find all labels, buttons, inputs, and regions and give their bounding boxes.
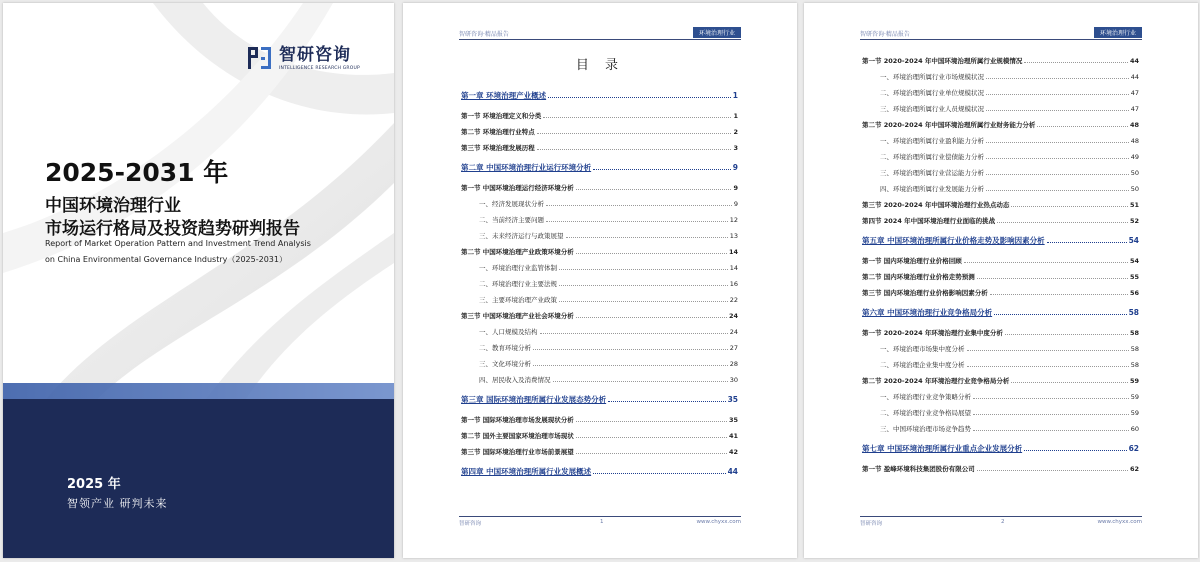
toc-item-row[interactable] bbox=[862, 101, 1139, 117]
toc-page-number: 55 bbox=[1129, 273, 1139, 281]
toc-page-number: 51 bbox=[1129, 201, 1139, 209]
toc-page-number: 22 bbox=[729, 296, 738, 304]
toc-dot-leader bbox=[576, 445, 727, 454]
footer-website: www.chyxx.com bbox=[1097, 519, 1142, 525]
toc-item-row[interactable] bbox=[461, 228, 738, 244]
toc-page-number: 44 bbox=[1130, 73, 1139, 81]
toc-item-row[interactable] bbox=[862, 341, 1139, 357]
toc-section-row[interactable] bbox=[862, 197, 1139, 213]
logo-english-text: INTELLIGENCE RESEARCH GROUP bbox=[279, 65, 360, 71]
toc-dot-leader bbox=[1011, 374, 1128, 383]
toc-section-row[interactable] bbox=[461, 180, 738, 196]
toc-entry-label: 第二节 国内环境治理行业价格走势预测 bbox=[862, 273, 975, 281]
toc-entry-label: 第四节 2024 年中国环境治理行业面临的挑战 bbox=[862, 217, 996, 225]
toc-page-number: 58 bbox=[1129, 329, 1139, 337]
toc-item-row[interactable] bbox=[862, 181, 1139, 197]
header-industry-tag: 环境治理行业 bbox=[693, 27, 741, 38]
toc-page-number: 1 bbox=[733, 112, 738, 120]
toc-page-number: 58 bbox=[1128, 308, 1139, 317]
toc-page-number: 49 bbox=[1130, 153, 1139, 161]
toc-entry-label: 三、文化环境分析 bbox=[479, 360, 531, 368]
page-footer bbox=[860, 516, 1142, 528]
toc-dot-leader bbox=[1024, 442, 1126, 451]
toc-dot-leader bbox=[967, 358, 1129, 367]
toc-entry-label: 三、主要环境治理产业政策 bbox=[479, 296, 557, 304]
toc-item-row[interactable] bbox=[461, 212, 738, 228]
toc-dot-leader bbox=[546, 213, 728, 222]
page-header bbox=[860, 28, 1142, 40]
toc-entry-label: 三、中国环境治理市场竞争趋势 bbox=[880, 425, 971, 433]
toc-item-row[interactable] bbox=[862, 405, 1139, 421]
toc-page-number: 9 bbox=[732, 163, 738, 172]
cover-english-subtitle-line-2: on China Environmental Governance Industry（2025-2031） bbox=[45, 255, 287, 264]
toc-entry-label: 第一节 中国环境治理运行经济环境分析 bbox=[461, 184, 574, 192]
toc-page-number: 48 bbox=[1130, 137, 1139, 145]
toc-dot-leader bbox=[608, 393, 725, 402]
footer-page-number: 2 bbox=[1001, 519, 1005, 525]
toc-section-row[interactable] bbox=[862, 269, 1139, 285]
toc-entry-label: 二、环境治理行业主要法规 bbox=[479, 280, 557, 288]
toc-entry-label: 二、环境治理所属行业偿债能力分析 bbox=[880, 153, 984, 161]
toc-item-row[interactable] bbox=[461, 260, 738, 276]
toc-page-number: 60 bbox=[1130, 425, 1139, 433]
toc-page-2 bbox=[804, 3, 1198, 558]
toc-item-row[interactable] bbox=[461, 340, 738, 356]
toc-dot-leader bbox=[533, 341, 728, 350]
toc-dot-leader bbox=[986, 182, 1129, 191]
toc-page-number: 50 bbox=[1130, 169, 1139, 177]
toc-entry-label: 一、环境治理所属行业市场规模状况 bbox=[880, 73, 984, 81]
toc-page-number: 35 bbox=[728, 416, 738, 424]
toc-section-row[interactable] bbox=[862, 213, 1139, 229]
toc-dot-leader bbox=[576, 429, 727, 438]
toc-page-number: 42 bbox=[728, 448, 738, 456]
toc-entry-label: 三、环境治理所属行业营运能力分析 bbox=[880, 169, 984, 177]
toc-entry-label: 一、环境治理行业监管体制 bbox=[479, 264, 557, 272]
toc-page-number: 14 bbox=[728, 248, 738, 256]
header-brand-text: 智研咨询·精品报告 bbox=[860, 31, 910, 38]
toc-section-row[interactable] bbox=[461, 444, 738, 460]
toc-page-number: 3 bbox=[733, 144, 738, 152]
toc-dot-leader bbox=[576, 245, 727, 254]
toc-entry-label: 二、环境治理企业集中度分析 bbox=[880, 361, 965, 369]
toc-entry-label: 第二节 2020-2024 年中国环境治理所属行业财务能力分析 bbox=[862, 121, 1036, 129]
toc-chapter-row[interactable] bbox=[862, 229, 1139, 253]
toc-section-row[interactable] bbox=[862, 461, 1139, 477]
toc-item-row[interactable] bbox=[862, 149, 1139, 165]
toc-entry-label: 第三章 国际环境治理所属行业发展态势分析 bbox=[461, 395, 607, 404]
toc-dot-leader bbox=[537, 125, 732, 134]
toc-dot-leader bbox=[964, 254, 1128, 263]
toc-dot-leader bbox=[559, 277, 728, 286]
toc-page-number: 62 bbox=[1128, 444, 1139, 453]
toc-section-row[interactable] bbox=[461, 412, 738, 428]
toc-entry-label: 第五章 中国环境治理所属行业价格走势及影响因素分析 bbox=[862, 236, 1045, 245]
toc-page-number: 14 bbox=[729, 264, 738, 272]
toc-item-row[interactable] bbox=[862, 133, 1139, 149]
cover-year-range: 2025-2031 年 bbox=[45, 158, 229, 187]
toc-page-number: 50 bbox=[1130, 185, 1139, 193]
toc-page-number: 47 bbox=[1130, 105, 1139, 113]
toc-page-number: 56 bbox=[1129, 289, 1139, 297]
logo-chinese-text: 智研咨询 bbox=[279, 44, 351, 65]
toc-entry-label: 三、未来经济运行与政策展望 bbox=[479, 232, 564, 240]
toc-dot-leader bbox=[973, 422, 1129, 431]
toc-dot-leader bbox=[997, 214, 1128, 223]
toc-page-number: 54 bbox=[1128, 236, 1139, 245]
toc-dot-leader bbox=[576, 309, 727, 318]
toc-item-row[interactable] bbox=[862, 357, 1139, 373]
toc-entry-label: 第二节 环境治理行业特点 bbox=[461, 128, 535, 136]
toc-dot-leader bbox=[576, 413, 727, 422]
toc-entry-label: 第七章 中国环境治理所属行业重点企业发展分析 bbox=[862, 444, 1023, 453]
toc-entry-label: 三、环境治理所属行业人员规模状况 bbox=[880, 105, 984, 113]
toc-section-row[interactable] bbox=[461, 244, 738, 260]
toc-entry-label: 第二章 中国环境治理行业运行环境分析 bbox=[461, 163, 592, 172]
report-cover bbox=[3, 3, 394, 558]
toc-item-row[interactable] bbox=[461, 372, 738, 388]
toc-section-row[interactable] bbox=[461, 108, 738, 124]
toc-dot-leader bbox=[559, 261, 728, 270]
toc-page-number: 47 bbox=[1130, 89, 1139, 97]
cover-slogan: 智领产业 研判未来 bbox=[67, 497, 168, 510]
toc-dot-leader bbox=[576, 181, 732, 190]
toc-entry-label: 一、人口规模及结构 bbox=[479, 328, 538, 336]
toc-dot-leader bbox=[1024, 54, 1128, 63]
toc-page-number: 59 bbox=[1130, 409, 1139, 417]
toc-page-1 bbox=[403, 3, 797, 558]
toc-dot-leader bbox=[1005, 326, 1128, 335]
logo-mark-icon bbox=[246, 44, 274, 72]
toc-entry-label: 第二节 国外主要国家环境治理市场现状 bbox=[461, 432, 574, 440]
toc-item-row[interactable] bbox=[461, 292, 738, 308]
toc-entry-label: 一、环境治理所属行业盈利能力分析 bbox=[880, 137, 984, 145]
toc-entry-label: 第二节 2020-2024 年环境治理行业竞争格局分析 bbox=[862, 377, 1010, 385]
toc-page-number: 24 bbox=[728, 312, 738, 320]
footer-page-number: 1 bbox=[600, 519, 604, 525]
toc-chapter-row[interactable] bbox=[461, 84, 738, 108]
toc-item-row[interactable] bbox=[862, 421, 1139, 437]
toc-entry-label: 一、环境治理市场集中度分析 bbox=[880, 345, 965, 353]
toc-entry-label: 二、教育环境分析 bbox=[479, 344, 531, 352]
toc-item-row[interactable] bbox=[862, 85, 1139, 101]
toc-dot-leader bbox=[543, 109, 731, 118]
toc-dot-leader bbox=[977, 270, 1128, 279]
toc-page-number: 48 bbox=[1129, 121, 1139, 129]
page-footer bbox=[459, 516, 741, 528]
footer-brand-text: 智研咨询 bbox=[459, 521, 482, 527]
toc-entry-label: 第一节 国内环境治理行业价格回顾 bbox=[862, 257, 962, 265]
toc-section-row[interactable] bbox=[461, 428, 738, 444]
toc-item-row[interactable] bbox=[862, 389, 1139, 405]
toc-entry-label: 第一章 环境治理产业概述 bbox=[461, 91, 547, 100]
page-header bbox=[459, 28, 741, 40]
toc-page-number: 41 bbox=[728, 432, 738, 440]
toc-page-number: 58 bbox=[1130, 361, 1139, 369]
toc-chapter-row[interactable] bbox=[461, 460, 738, 484]
toc-entry-label: 第一节 国际环境治理市场发展现状分析 bbox=[461, 416, 574, 424]
toc-dot-leader bbox=[973, 406, 1129, 415]
toc-entry-label: 第二节 中国环境治理产业政策环境分析 bbox=[461, 248, 574, 256]
toc-page-number: 28 bbox=[729, 360, 738, 368]
toc-dot-leader bbox=[548, 89, 731, 98]
toc-dot-leader bbox=[990, 286, 1128, 295]
toc-dot-leader bbox=[994, 306, 1126, 315]
toc-entry-label: 一、环境治理行业竞争策略分析 bbox=[880, 393, 971, 401]
toc-dot-leader bbox=[537, 141, 732, 150]
toc-page-number: 27 bbox=[729, 344, 738, 352]
toc-entry-label: 四、环境治理所属行业发展能力分析 bbox=[880, 185, 984, 193]
toc-entry-label: 一、经济发展现状分析 bbox=[479, 200, 544, 208]
toc-page-number: 13 bbox=[729, 232, 738, 240]
toc-entry-label: 第一节 2020-2024 年环境治理行业集中度分析 bbox=[862, 329, 1003, 337]
toc-section-row[interactable] bbox=[461, 124, 738, 140]
toc-page-number: 24 bbox=[729, 328, 738, 336]
toc-entry-label: 二、当前经济主要问题 bbox=[479, 216, 544, 224]
toc-page-number: 16 bbox=[729, 280, 738, 288]
cover-publication-year: 2025 年 bbox=[67, 477, 121, 492]
toc-entry-label: 第三节 环境治理发展历程 bbox=[461, 144, 535, 152]
footer-brand-text: 智研咨询 bbox=[860, 521, 883, 527]
toc-entry-label: 第三节 国际环境治理行业市场前景展望 bbox=[461, 448, 574, 456]
toc-page-number: 62 bbox=[1129, 465, 1139, 473]
toc-item-row[interactable] bbox=[461, 276, 738, 292]
toc-dot-leader bbox=[986, 134, 1129, 143]
toc-dot-leader bbox=[533, 357, 728, 366]
company-logo bbox=[246, 44, 360, 72]
toc-page-number: 9 bbox=[733, 200, 738, 208]
toc-section-row[interactable] bbox=[862, 285, 1139, 301]
toc-chapter-row[interactable] bbox=[862, 437, 1139, 461]
toc-dot-leader bbox=[1011, 198, 1128, 207]
toc-page-number: 2 bbox=[733, 128, 738, 136]
toc-section-row[interactable] bbox=[461, 140, 738, 156]
toc-entry-label: 二、环境治理所属行业单位规模状况 bbox=[880, 89, 984, 97]
toc-dot-leader bbox=[593, 465, 725, 474]
toc-dot-leader bbox=[553, 373, 728, 382]
toc-dot-leader bbox=[986, 86, 1129, 95]
toc-dot-leader bbox=[977, 462, 1128, 471]
toc-dot-leader bbox=[986, 102, 1129, 111]
toc-dot-leader bbox=[546, 197, 732, 206]
toc-page-number: 52 bbox=[1129, 217, 1139, 225]
footer-website: www.chyxx.com bbox=[696, 519, 741, 525]
toc-section-row[interactable] bbox=[862, 117, 1139, 133]
header-industry-tag: 环境治理行业 bbox=[1094, 27, 1142, 38]
toc-chapter-row[interactable] bbox=[461, 388, 738, 412]
toc-dot-leader bbox=[559, 293, 728, 302]
toc-list bbox=[862, 53, 1139, 477]
toc-dot-leader bbox=[566, 229, 728, 238]
toc-item-row[interactable] bbox=[461, 356, 738, 372]
toc-section-row[interactable] bbox=[461, 308, 738, 324]
toc-page-number: 1 bbox=[732, 91, 738, 100]
toc-title: 目 录 bbox=[575, 58, 625, 73]
toc-dot-leader bbox=[540, 325, 728, 334]
toc-page-number: 54 bbox=[1129, 257, 1139, 265]
toc-entry-label: 第三节 中国环境治理产业社会环境分析 bbox=[461, 312, 574, 320]
cover-title-line-1: 中国环境治理行业 bbox=[45, 196, 181, 216]
toc-dot-leader bbox=[593, 161, 731, 170]
toc-dot-leader bbox=[973, 390, 1129, 399]
toc-item-row[interactable] bbox=[461, 196, 738, 212]
toc-dot-leader bbox=[1037, 118, 1128, 127]
toc-section-row[interactable] bbox=[862, 53, 1139, 69]
toc-page-number: 30 bbox=[729, 376, 738, 384]
cover-english-subtitle-line-1: Report of Market Operation Pattern and Investment Trend Analysis bbox=[45, 239, 311, 248]
cover-navy-band bbox=[3, 399, 394, 558]
toc-entry-label: 第三节 国内环境治理行业价格影响因素分析 bbox=[862, 289, 988, 297]
toc-section-row[interactable] bbox=[862, 325, 1139, 341]
toc-entry-label: 第六章 中国环境治理行业竞争格局分析 bbox=[862, 308, 993, 317]
toc-dot-leader bbox=[967, 342, 1129, 351]
toc-item-row[interactable] bbox=[862, 165, 1139, 181]
toc-dot-leader bbox=[986, 166, 1129, 175]
toc-list bbox=[461, 84, 738, 484]
toc-dot-leader bbox=[986, 70, 1129, 79]
toc-entry-label: 二、环境治理行业竞争格局展望 bbox=[880, 409, 971, 417]
toc-entry-label: 第一节 环境治理定义和分类 bbox=[461, 112, 542, 120]
toc-entry-label: 第一节 2020-2024 年中国环境治理所属行业规模情况 bbox=[862, 57, 1023, 65]
toc-page-number: 12 bbox=[729, 216, 738, 224]
toc-section-row[interactable] bbox=[862, 373, 1139, 389]
toc-page-number: 44 bbox=[727, 467, 738, 476]
toc-entry-label: 第一节 盈峰环境科技集团股份有限公司 bbox=[862, 465, 975, 473]
toc-page-number: 35 bbox=[727, 395, 738, 404]
toc-page-number: 59 bbox=[1129, 377, 1139, 385]
toc-page-number: 58 bbox=[1130, 345, 1139, 353]
cover-accent-stripe bbox=[3, 383, 394, 399]
toc-section-row[interactable] bbox=[862, 253, 1139, 269]
toc-entry-label: 第四章 中国环境治理所属行业发展概述 bbox=[461, 467, 592, 476]
toc-item-row[interactable] bbox=[461, 324, 738, 340]
cover-title-line-2: 市场运行格局及投资趋势研判报告 bbox=[45, 219, 300, 239]
toc-page-number: 9 bbox=[733, 184, 738, 192]
toc-entry-label: 四、居民收入及消费情况 bbox=[479, 376, 551, 384]
header-brand-text: 智研咨询·精品报告 bbox=[459, 31, 509, 38]
toc-dot-leader bbox=[1047, 234, 1127, 243]
toc-chapter-row[interactable] bbox=[862, 301, 1139, 325]
toc-dot-leader bbox=[986, 150, 1129, 159]
toc-entry-label: 第三节 2020-2024 年中国环境治理行业热点动态 bbox=[862, 201, 1010, 209]
toc-chapter-row[interactable] bbox=[461, 156, 738, 180]
toc-page-number: 44 bbox=[1129, 57, 1139, 65]
toc-item-row[interactable] bbox=[862, 69, 1139, 85]
toc-page-number: 59 bbox=[1130, 393, 1139, 401]
